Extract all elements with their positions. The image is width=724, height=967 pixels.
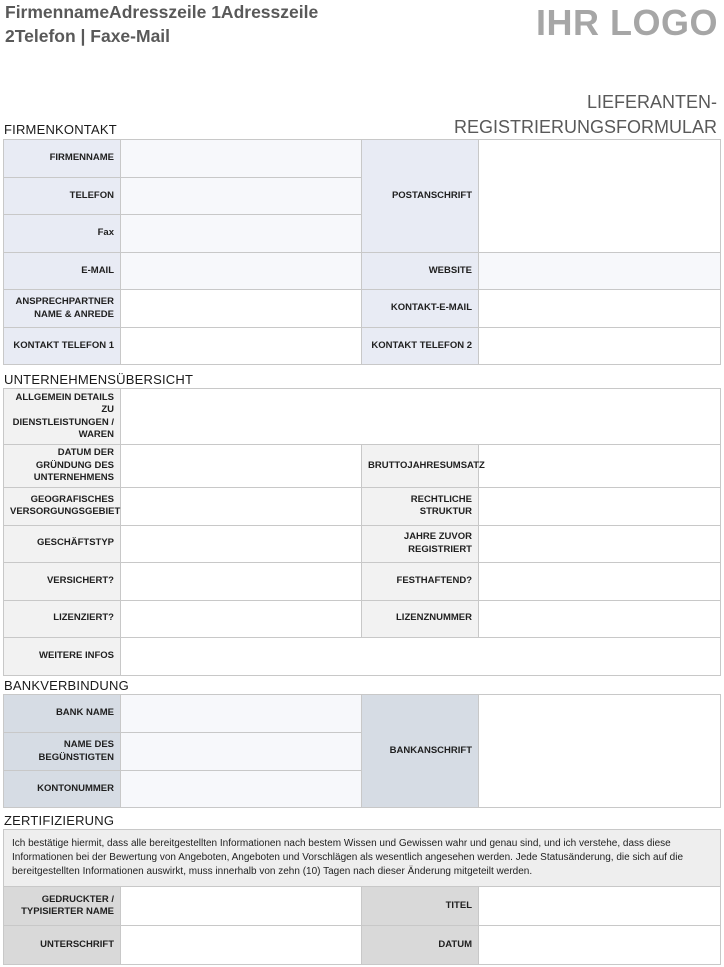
section-title-overview: UNTERNEHMENSÜBERSICHT (4, 372, 194, 387)
input-jahre[interactable] (479, 525, 721, 562)
input-kontakt-telefon-1[interactable] (121, 328, 362, 365)
cert-table (3, 829, 721, 965)
label-allgemein: ALLGEMEIN DETAILS ZU DIENSTLEISTUNGEN / WAREN (4, 389, 121, 445)
label-beguenstigter: NAME DES BEGÜNSTIGTEN (4, 733, 121, 771)
overview-table (3, 388, 721, 676)
input-umsatz[interactable] (479, 445, 721, 488)
input-geschaeftstyp[interactable] (121, 525, 362, 562)
input-fax[interactable] (121, 215, 362, 253)
input-struktur[interactable] (479, 487, 721, 525)
input-lizenznummer[interactable] (479, 600, 721, 637)
input-telefon[interactable] (121, 178, 362, 215)
input-kontonummer[interactable] (121, 771, 362, 808)
input-postanschrift[interactable] (479, 140, 721, 253)
form-title-line-1: LIEFERANTEN- (586, 92, 717, 112)
certification-statement: Ich bestätige hiermit, dass alle bereitgestellten Informationen nach bestem Wissen und Gewissen wahr und genau sind, und ich verstehe, dass diese Informationen bei der Bewertung von Angeboten, Angeboten und Vorschlägen als wesentlich angesehen werden. Jede Statusänderung, die sich auf die bereitgestellten Informationen auswirkt, muss innerhalb von zehn (10) Tagen nach dieser Änderung mitgeteilt werden. (4, 830, 721, 887)
input-bankanschrift[interactable] (479, 695, 721, 808)
form-title-line-2: REGISTRIERUNGSFORMULAR (453, 117, 717, 137)
label-struktur: RECHTLICHE STRUKTUR (362, 487, 479, 525)
label-jahre: JAHRE ZUVOR REGISTRIERT (362, 525, 479, 562)
label-umsatz: BRUTTOJAHRESUMSATZ (362, 445, 479, 488)
label-bankanschrift: BANKANSCHRIFT (362, 695, 479, 808)
input-versichert[interactable] (121, 562, 362, 600)
input-bank-name[interactable] (121, 695, 362, 733)
section-title-contact: FIRMENKONTAKT (4, 122, 117, 137)
label-festhaftend: FESTHAFTEND? (362, 562, 479, 600)
label-lizenziert: LIZENZIERT? (4, 600, 121, 637)
label-versichert: VERSICHERT? (4, 562, 121, 600)
label-kontakt-telefon-1: KONTAKT TELEFON 1 (4, 328, 121, 365)
input-firmenname[interactable] (121, 140, 362, 178)
label-telefon: TELEFON (4, 178, 121, 215)
contact-table (3, 139, 721, 365)
label-geschaeftstyp: GESCHÄFTSTYP (4, 525, 121, 562)
label-website: WEBSITE (362, 253, 479, 290)
input-datum[interactable] (479, 926, 721, 965)
label-gebiet: GEOGRAFISCHES VERSORGUNGSGEBIET (4, 487, 121, 525)
label-postanschrift: POSTANSCHRIFT (362, 140, 479, 253)
label-titel: TITEL (362, 887, 479, 926)
section-title-cert: ZERTIFIZIERUNG (4, 813, 115, 828)
logo-placeholder: IHR LOGO (536, 2, 718, 43)
label-fax: Fax (4, 215, 121, 253)
label-kontakt-email: KONTAKT-E-MAIL (362, 290, 479, 328)
label-unterschrift: UNTERSCHRIFT (4, 926, 121, 965)
label-gedruckter-name: GEDRUCKTER / TYPISIERTER NAME (4, 887, 121, 926)
label-bank-name: BANK NAME (4, 695, 121, 733)
company-line-2: 2Telefon | Faxe-Mail (5, 26, 171, 46)
company-line-1: FirmennameAdresszeile 1Adresszeile (5, 2, 319, 22)
input-festhaftend[interactable] (479, 562, 721, 600)
label-datum: DATUM (362, 926, 479, 965)
form-title (454, 90, 717, 140)
input-allgemein[interactable] (121, 389, 721, 445)
input-weitere[interactable] (121, 637, 721, 675)
input-gebiet[interactable] (121, 487, 362, 525)
input-gedruckter-name[interactable] (121, 887, 362, 926)
bank-table (3, 694, 721, 808)
label-email: E-MAIL (4, 253, 121, 290)
input-website[interactable] (479, 253, 721, 290)
label-weitere: WEITERE INFOS (4, 637, 121, 675)
label-ansprechpartner: ANSPRECHPARTNER NAME & ANREDE (4, 290, 121, 328)
input-kontakt-telefon-2[interactable] (479, 328, 721, 365)
company-info (5, 0, 355, 48)
label-firmenname: FIRMENNAME (4, 140, 121, 178)
input-ansprechpartner[interactable] (121, 290, 362, 328)
input-kontakt-email[interactable] (479, 290, 721, 328)
section-title-bank: BANKVERBINDUNG (4, 678, 129, 693)
input-lizenziert[interactable] (121, 600, 362, 637)
input-gruendung[interactable] (121, 445, 362, 488)
label-kontonummer: KONTONUMMER (4, 771, 121, 808)
input-titel[interactable] (479, 887, 721, 926)
input-email[interactable] (121, 253, 362, 290)
label-gruendung: DATUM DER GRÜNDUNG DES UNTERNEHMENS (4, 445, 121, 488)
input-beguenstigter[interactable] (121, 733, 362, 771)
label-lizenznummer: LIZENZNUMMER (362, 600, 479, 637)
input-unterschrift[interactable] (121, 926, 362, 965)
label-kontakt-telefon-2: KONTAKT TELEFON 2 (362, 328, 479, 365)
